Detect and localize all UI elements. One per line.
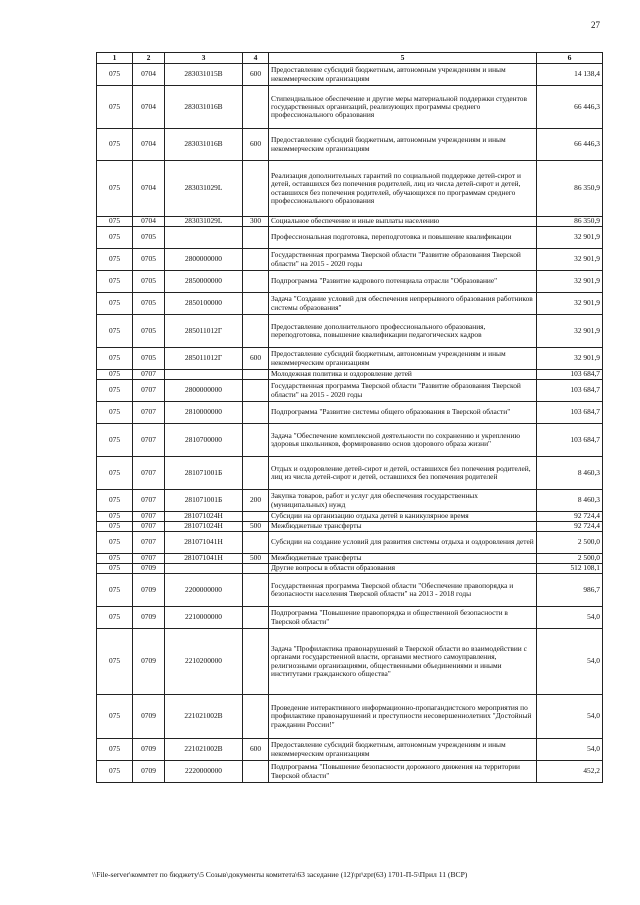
table-row xyxy=(97,532,603,554)
page-number: 27 xyxy=(591,20,600,30)
cell-target-article: 221021002В xyxy=(165,739,243,761)
cell-expense-type xyxy=(243,695,269,739)
cell-description: Субсидии на создание условий для развития системы отдыха и оздоровления детей xyxy=(269,532,537,554)
cell-target-article: 221021002В xyxy=(165,695,243,739)
cell-description: Профессиональная подготовка, переподготовка и повышение квалификации xyxy=(269,227,537,249)
cell-section-code: 0704 xyxy=(133,64,165,86)
cell-target-article: 2210200000 xyxy=(165,629,243,695)
cell-amount: 54,0 xyxy=(537,607,603,629)
cell-target-article xyxy=(165,564,243,574)
cell-amount: 32 901,9 xyxy=(537,315,603,348)
cell-section-code: 0705 xyxy=(133,249,165,271)
table-row xyxy=(97,315,603,348)
cell-target-article xyxy=(165,227,243,249)
table-row xyxy=(97,227,603,249)
cell-description: Предоставление субсидий бюджетным, автономным учреждениям и иным некоммерческим организациям xyxy=(269,64,537,86)
cell-amount: 86 350,9 xyxy=(537,161,603,217)
cell-ministry-code: 075 xyxy=(97,402,133,424)
cell-section-code: 0705 xyxy=(133,348,165,370)
cell-description: Проведение интерактивного информационно-пропагандистского мероприятия по профилактике правонарушений и преступности несовершеннолетних "Достойный гражданин России!" xyxy=(269,695,537,739)
cell-ministry-code: 075 xyxy=(97,574,133,607)
cell-ministry-code: 075 xyxy=(97,629,133,695)
table-row xyxy=(97,249,603,271)
cell-section-code: 0704 xyxy=(133,161,165,217)
cell-description: Предоставление субсидий бюджетным, автономным учреждениям и иным некоммерческим организациям xyxy=(269,348,537,370)
cell-ministry-code: 075 xyxy=(97,86,133,129)
cell-ministry-code: 075 xyxy=(97,217,133,227)
cell-ministry-code: 075 xyxy=(97,348,133,370)
table-body xyxy=(97,64,603,783)
cell-description: Закупка товаров, работ и услуг для обеспечения государственных (муниципальных) нужд xyxy=(269,490,537,512)
cell-amount: 54,0 xyxy=(537,739,603,761)
cell-amount: 32 901,9 xyxy=(537,293,603,315)
cell-section-code: 0707 xyxy=(133,512,165,522)
cell-section-code: 0709 xyxy=(133,564,165,574)
cell-target-article: 2810700000 xyxy=(165,424,243,457)
cell-expense-type xyxy=(243,370,269,380)
cell-description: Подпрограмма "Повышение безопасности дорожного движения на территории Тверской области" xyxy=(269,761,537,783)
cell-amount: 54,0 xyxy=(537,629,603,695)
cell-amount: 452,2 xyxy=(537,761,603,783)
cell-amount: 103 684,7 xyxy=(537,424,603,457)
cell-amount: 14 138,4 xyxy=(537,64,603,86)
cell-expense-type xyxy=(243,532,269,554)
cell-ministry-code: 075 xyxy=(97,129,133,161)
cell-amount: 54,0 xyxy=(537,695,603,739)
table-row xyxy=(97,761,603,783)
footer-file-path: \\File-server\коммтет по бюджету\5 Созыв\документы комитета\63 заседание (12)\pr\zpr(63) 1701-П-5\Прил 11 (ВСР) xyxy=(92,870,468,879)
cell-expense-type: 500 xyxy=(243,554,269,564)
table-row xyxy=(97,217,603,227)
cell-expense-type xyxy=(243,564,269,574)
header-col-1: 1 xyxy=(97,53,133,64)
cell-ministry-code: 075 xyxy=(97,64,133,86)
cell-ministry-code: 075 xyxy=(97,490,133,512)
table-row xyxy=(97,574,603,607)
cell-target-article: 283031029L xyxy=(165,217,243,227)
cell-target-article: 283031016В xyxy=(165,86,243,129)
cell-expense-type xyxy=(243,424,269,457)
cell-amount: 986,7 xyxy=(537,574,603,607)
cell-description: Подпрограмма "Развитие кадрового потенциала отрасли "Образование" xyxy=(269,271,537,293)
cell-target-article: 2800000000 xyxy=(165,380,243,402)
cell-target-article: 285011012Г xyxy=(165,315,243,348)
cell-ministry-code: 075 xyxy=(97,227,133,249)
cell-target-article: 2850000000 xyxy=(165,271,243,293)
cell-expense-type xyxy=(243,227,269,249)
header-col-2: 2 xyxy=(133,53,165,64)
cell-section-code: 0709 xyxy=(133,761,165,783)
cell-section-code: 0709 xyxy=(133,574,165,607)
cell-target-article: 283031029L xyxy=(165,161,243,217)
cell-ministry-code: 075 xyxy=(97,315,133,348)
cell-target-article: 2220000000 xyxy=(165,761,243,783)
cell-target-article: 283031015В xyxy=(165,64,243,86)
table-row xyxy=(97,271,603,293)
cell-target-article: 281071041Н xyxy=(165,554,243,564)
cell-section-code: 0707 xyxy=(133,522,165,532)
cell-section-code: 0705 xyxy=(133,227,165,249)
table-row xyxy=(97,424,603,457)
cell-amount: 86 350,9 xyxy=(537,217,603,227)
cell-amount: 2 500,0 xyxy=(537,554,603,564)
cell-amount: 103 684,7 xyxy=(537,402,603,424)
cell-section-code: 0707 xyxy=(133,554,165,564)
cell-amount: 512 108,1 xyxy=(537,564,603,574)
table-row xyxy=(97,522,603,532)
cell-description: Молодежная политика и оздоровление детей xyxy=(269,370,537,380)
cell-section-code: 0707 xyxy=(133,490,165,512)
header-col-5: 5 xyxy=(269,53,537,64)
cell-expense-type xyxy=(243,761,269,783)
cell-amount: 66 446,3 xyxy=(537,86,603,129)
table-row xyxy=(97,564,603,574)
cell-target-article: 2800000000 xyxy=(165,249,243,271)
cell-expense-type xyxy=(243,293,269,315)
budget-table xyxy=(96,52,603,783)
cell-expense-type: 300 xyxy=(243,217,269,227)
table-row xyxy=(97,293,603,315)
cell-description: Стипендиальное обеспечение и другие меры материальной поддержки студентов государственных организаций, реализующих программы среднего профессионального образования xyxy=(269,86,537,129)
table-row xyxy=(97,348,603,370)
cell-ministry-code: 075 xyxy=(97,532,133,554)
cell-amount: 32 901,9 xyxy=(537,348,603,370)
cell-description: Подпрограмма "Повышение правопорядка и общественной безопасности в Тверской области" xyxy=(269,607,537,629)
cell-ministry-code: 075 xyxy=(97,522,133,532)
cell-section-code: 0707 xyxy=(133,380,165,402)
cell-description: Отдых и оздоровление детей-сирот и детей, оставшихся без попечения родителей, лиц из числа детей-сирот и детей, оставшихся без попечения родителей xyxy=(269,457,537,490)
cell-target-article: 281071001Б xyxy=(165,490,243,512)
cell-expense-type: 600 xyxy=(243,348,269,370)
cell-expense-type xyxy=(243,380,269,402)
table-row xyxy=(97,695,603,739)
cell-expense-type xyxy=(243,249,269,271)
cell-section-code: 0707 xyxy=(133,424,165,457)
header-col-3: 3 xyxy=(165,53,243,64)
cell-ministry-code: 075 xyxy=(97,761,133,783)
cell-description: Социальное обеспечение и иные выплаты населению xyxy=(269,217,537,227)
cell-section-code: 0705 xyxy=(133,293,165,315)
cell-amount: 103 684,7 xyxy=(537,370,603,380)
cell-section-code: 0707 xyxy=(133,370,165,380)
cell-ministry-code: 075 xyxy=(97,424,133,457)
table-header-row xyxy=(97,53,603,64)
cell-amount: 66 446,3 xyxy=(537,129,603,161)
cell-description: Государственная программа Тверской области "Обеспечение правопорядка и безопасности населения Тверской области" на 2013 - 2018 годы xyxy=(269,574,537,607)
cell-description: Государственная программа Тверской области "Развитие образования Тверской области" на 2015 - 2020 годы xyxy=(269,249,537,271)
cell-expense-type xyxy=(243,607,269,629)
table-row xyxy=(97,457,603,490)
cell-section-code: 0709 xyxy=(133,695,165,739)
cell-target-article: 283031016В xyxy=(165,129,243,161)
cell-target-article: 285011012Г xyxy=(165,348,243,370)
cell-description: Субсидии на организацию отдыха детей в каникулярное время xyxy=(269,512,537,522)
cell-target-article: 2200000000 xyxy=(165,574,243,607)
cell-expense-type xyxy=(243,574,269,607)
cell-ministry-code: 075 xyxy=(97,370,133,380)
cell-target-article xyxy=(165,370,243,380)
cell-expense-type: 500 xyxy=(243,522,269,532)
cell-amount: 32 901,9 xyxy=(537,271,603,293)
cell-target-article: 2210000000 xyxy=(165,607,243,629)
cell-target-article: 2850100000 xyxy=(165,293,243,315)
cell-description: Задача "Профилактика правонарушений в Тверской области во взаимодействии с органами государственной власти, органами местного самоуправления, религиозными организациями, общественными объединениями и иными институтами гражданского общества" xyxy=(269,629,537,695)
cell-section-code: 0704 xyxy=(133,217,165,227)
cell-expense-type xyxy=(243,512,269,522)
table-row xyxy=(97,161,603,217)
cell-amount: 92 724,4 xyxy=(537,522,603,532)
table-row xyxy=(97,402,603,424)
cell-ministry-code: 075 xyxy=(97,607,133,629)
table-row xyxy=(97,370,603,380)
table-row xyxy=(97,739,603,761)
cell-amount: 8 460,3 xyxy=(537,490,603,512)
cell-section-code: 0709 xyxy=(133,629,165,695)
cell-expense-type: 600 xyxy=(243,64,269,86)
cell-ministry-code: 075 xyxy=(97,554,133,564)
header-col-6: 6 xyxy=(537,53,603,64)
cell-description: Задача "Обеспечение комплексной деятельности по сохранению и укреплению здоровья школьников, формированию основ здорового образа жизни" xyxy=(269,424,537,457)
cell-target-article: 281071041Н xyxy=(165,532,243,554)
table-row xyxy=(97,490,603,512)
cell-expense-type: 600 xyxy=(243,739,269,761)
cell-expense-type xyxy=(243,161,269,217)
header-col-4: 4 xyxy=(243,53,269,64)
cell-target-article: 281071001Б xyxy=(165,457,243,490)
table-row xyxy=(97,380,603,402)
cell-ministry-code: 075 xyxy=(97,249,133,271)
cell-expense-type: 200 xyxy=(243,490,269,512)
cell-section-code: 0705 xyxy=(133,315,165,348)
table-row xyxy=(97,86,603,129)
cell-description: Государственная программа Тверской области "Развитие образования Тверской области" на 2015 - 2020 годы xyxy=(269,380,537,402)
cell-ministry-code: 075 xyxy=(97,512,133,522)
table-row xyxy=(97,554,603,564)
cell-amount: 103 684,7 xyxy=(537,380,603,402)
cell-description: Задача "Создание условий для обеспечения непрерывного образования работников системы образования" xyxy=(269,293,537,315)
cell-target-article: 281071024Н xyxy=(165,522,243,532)
cell-description: Межбюджетные трансферты xyxy=(269,522,537,532)
cell-amount: 32 901,9 xyxy=(537,249,603,271)
cell-ministry-code: 075 xyxy=(97,564,133,574)
cell-target-article: 2810000000 xyxy=(165,402,243,424)
cell-expense-type xyxy=(243,86,269,129)
cell-ministry-code: 075 xyxy=(97,695,133,739)
cell-ministry-code: 075 xyxy=(97,739,133,761)
cell-ministry-code: 075 xyxy=(97,380,133,402)
cell-description: Предоставление субсидий бюджетным, автономным учреждениям и иным некоммерческим организациям xyxy=(269,129,537,161)
cell-expense-type xyxy=(243,402,269,424)
cell-ministry-code: 075 xyxy=(97,161,133,217)
cell-target-article: 281071024Н xyxy=(165,512,243,522)
cell-amount: 8 460,3 xyxy=(537,457,603,490)
cell-section-code: 0707 xyxy=(133,457,165,490)
cell-section-code: 0707 xyxy=(133,532,165,554)
cell-expense-type xyxy=(243,315,269,348)
table-row xyxy=(97,607,603,629)
cell-section-code: 0707 xyxy=(133,402,165,424)
cell-amount: 92 724,4 xyxy=(537,512,603,522)
cell-section-code: 0704 xyxy=(133,86,165,129)
cell-description: Подпрограмма "Развитие системы общего образования в Тверской области" xyxy=(269,402,537,424)
cell-amount: 2 500,0 xyxy=(537,532,603,554)
table-row xyxy=(97,629,603,695)
cell-description: Реализация дополнительных гарантий по социальной поддержке детей-сирот и детей, оставшихся без попечения родителей, лиц из числа детей-сирот и детей, оставшихся без попечения родителей, обучающихся по программам среднего профессионального образования xyxy=(269,161,537,217)
table-row xyxy=(97,129,603,161)
cell-section-code: 0709 xyxy=(133,739,165,761)
cell-section-code: 0705 xyxy=(133,271,165,293)
cell-section-code: 0704 xyxy=(133,129,165,161)
cell-description: Предоставление дополнительного профессионального образования, переподготовка, повышение квалификации педагогических кадров xyxy=(269,315,537,348)
table-row xyxy=(97,512,603,522)
cell-ministry-code: 075 xyxy=(97,293,133,315)
cell-expense-type xyxy=(243,271,269,293)
cell-expense-type xyxy=(243,457,269,490)
cell-description: Межбюджетные трансферты xyxy=(269,554,537,564)
cell-ministry-code: 075 xyxy=(97,457,133,490)
cell-amount: 32 901,9 xyxy=(537,227,603,249)
cell-expense-type xyxy=(243,629,269,695)
table-row xyxy=(97,64,603,86)
cell-description: Другие вопросы в области образования xyxy=(269,564,537,574)
cell-ministry-code: 075 xyxy=(97,271,133,293)
cell-section-code: 0709 xyxy=(133,607,165,629)
cell-description: Предоставление субсидий бюджетным, автономным учреждениям и иным некоммерческим организациям xyxy=(269,739,537,761)
cell-expense-type: 600 xyxy=(243,129,269,161)
